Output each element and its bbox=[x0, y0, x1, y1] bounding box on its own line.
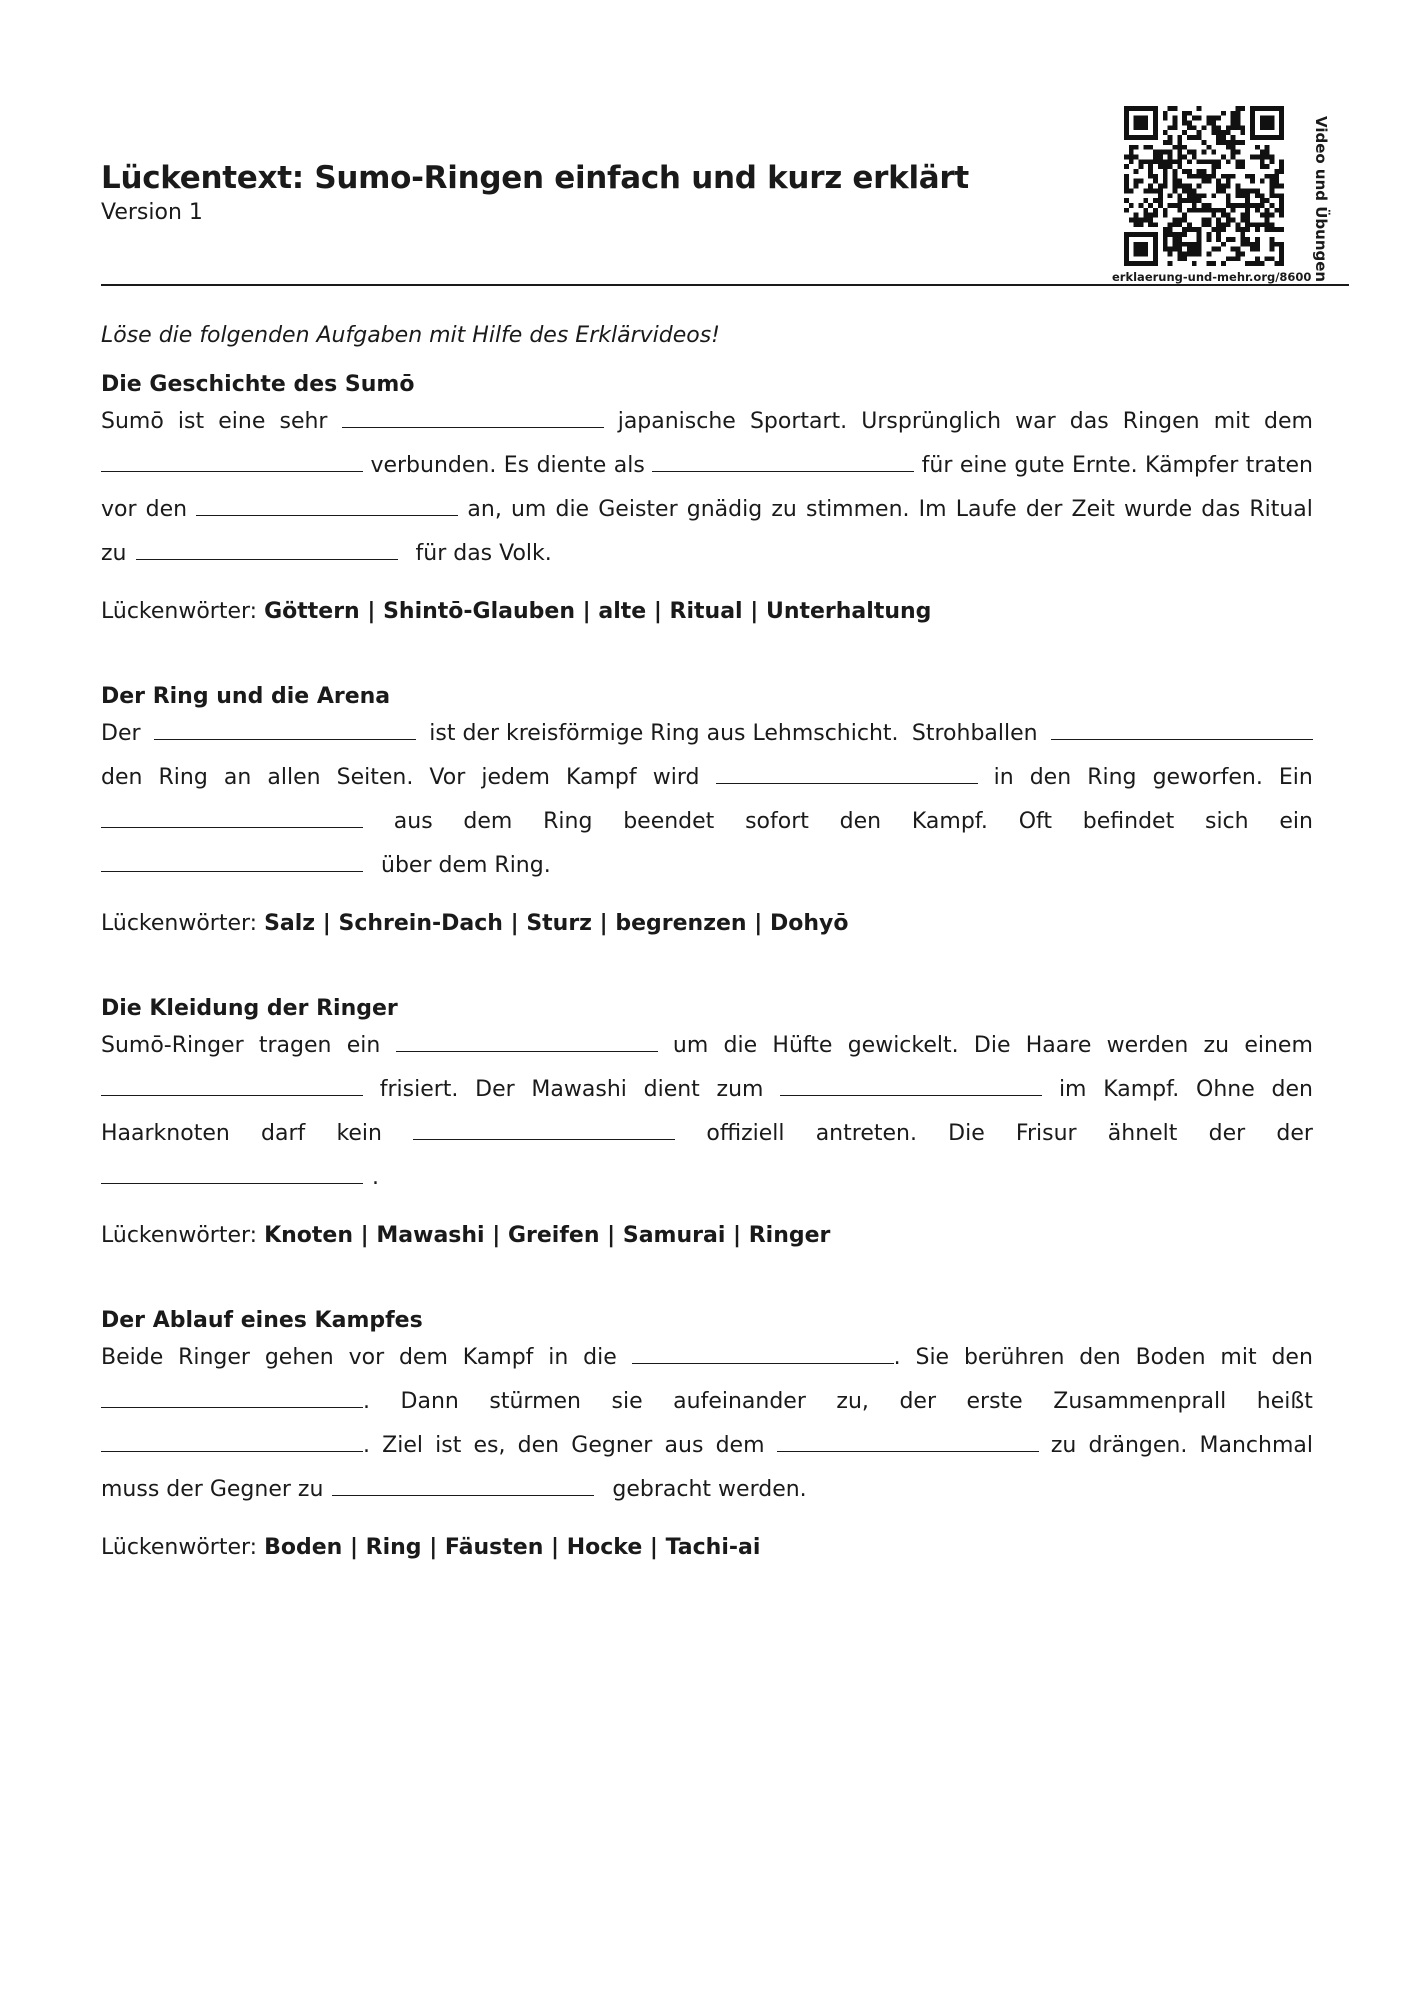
word-bank-item: Salz bbox=[264, 911, 316, 936]
text-token: Gegner bbox=[571, 1433, 653, 1458]
text-token: einem bbox=[1244, 1033, 1313, 1058]
text-token: mit bbox=[1220, 1345, 1257, 1370]
blank-field[interactable] bbox=[716, 763, 978, 784]
text-token: erste bbox=[966, 1389, 1023, 1414]
text-token: der bbox=[1276, 1121, 1313, 1146]
blank-wrapper: . bbox=[101, 1424, 370, 1468]
text-token: Laufe bbox=[955, 497, 1017, 522]
text-token: das bbox=[1201, 497, 1241, 522]
text-token: berühren bbox=[963, 1345, 1065, 1370]
text-token: der bbox=[1208, 1121, 1246, 1146]
blank-wrapper bbox=[777, 1424, 1039, 1468]
word-bank-item: Fäusten bbox=[444, 1535, 544, 1560]
word-bank-item: Hocke bbox=[566, 1535, 643, 1560]
blank-field[interactable] bbox=[632, 1343, 894, 1364]
text-token: japanische bbox=[617, 409, 736, 434]
text-token: drängen. bbox=[1088, 1433, 1188, 1458]
side-label: Video und Übungen bbox=[1312, 116, 1330, 283]
text-token: Geister bbox=[598, 497, 678, 522]
blank-field[interactable] bbox=[1051, 719, 1313, 740]
text-token: zu, bbox=[836, 1389, 869, 1414]
text-token: an, bbox=[467, 497, 502, 522]
text-token: für bbox=[921, 453, 953, 478]
cloze-paragraph bbox=[101, 1024, 1313, 1200]
page-title: Lückentext: Sumo-Ringen einfach und kurz erklärt bbox=[101, 160, 969, 196]
word-separator: | bbox=[543, 1535, 567, 1560]
text-token: den bbox=[1029, 765, 1072, 790]
blank-wrapper bbox=[154, 712, 416, 756]
word-bank-label: Lückenwörter: bbox=[101, 1535, 265, 1560]
text-token: ist bbox=[177, 409, 205, 434]
text-token: Sumō bbox=[101, 409, 164, 434]
text-token: zu bbox=[771, 497, 797, 522]
text-token: kein bbox=[336, 1121, 382, 1146]
exercise-section bbox=[101, 370, 1313, 624]
text-token: sie bbox=[611, 1389, 643, 1414]
exercise-section bbox=[101, 682, 1313, 936]
text-token: Ring bbox=[1087, 765, 1137, 790]
text-token: Kämpfer bbox=[1145, 453, 1239, 478]
text-token: heißt bbox=[1256, 1389, 1313, 1414]
text-token: Haarknoten bbox=[101, 1121, 230, 1146]
text-token: Kampf. bbox=[911, 809, 988, 834]
text-token: die bbox=[555, 497, 590, 522]
text-token: Kampf. bbox=[1103, 1077, 1180, 1102]
blank-field[interactable] bbox=[154, 719, 416, 740]
word-bank bbox=[101, 599, 1313, 624]
blank-field[interactable] bbox=[332, 1475, 594, 1496]
blank-field[interactable] bbox=[777, 1431, 1039, 1452]
text-token: Sumō-Ringer bbox=[101, 1033, 244, 1058]
text-token: war bbox=[1015, 409, 1056, 434]
word-bank-item: Greifen bbox=[507, 1223, 600, 1248]
text-token: Die bbox=[948, 1121, 985, 1146]
section-heading: Die Geschichte des Sumō bbox=[101, 372, 415, 397]
text-token: es, bbox=[473, 1433, 506, 1458]
word-bank bbox=[101, 1223, 1313, 1248]
text-token: Kampf bbox=[462, 1345, 534, 1370]
text-token: Ursprünglich bbox=[861, 409, 1002, 434]
text-token: Oft bbox=[1018, 809, 1053, 834]
text-token: über dem Ring. bbox=[381, 853, 551, 878]
text-token: stimmen. bbox=[805, 497, 910, 522]
text-token: geworfen. bbox=[1152, 765, 1263, 790]
blank-wrapper bbox=[716, 756, 978, 800]
word-bank bbox=[101, 911, 1313, 936]
text-token: das bbox=[1069, 409, 1109, 434]
word-separator: | bbox=[359, 599, 384, 624]
text-token: die bbox=[723, 1033, 758, 1058]
text-token: als bbox=[613, 453, 645, 478]
blank-wrapper: . bbox=[101, 1156, 379, 1200]
text-token: zum bbox=[716, 1077, 764, 1102]
text-token: Vor bbox=[429, 765, 466, 790]
text-token: diente bbox=[536, 453, 607, 478]
word-bank-item: Shintō-Glauben bbox=[383, 599, 575, 624]
blank-wrapper bbox=[101, 800, 363, 844]
text-token: dem bbox=[1263, 409, 1313, 434]
text-token: Boden bbox=[1135, 1345, 1206, 1370]
text-token: um bbox=[672, 1033, 709, 1058]
word-bank-item: Unterhaltung bbox=[765, 599, 932, 624]
text-token: der bbox=[1025, 497, 1063, 522]
blank-wrapper bbox=[652, 444, 914, 488]
blank-field[interactable] bbox=[101, 1387, 363, 1408]
text-token: in bbox=[548, 1345, 569, 1370]
text-token: ein bbox=[346, 1033, 381, 1058]
blank-wrapper bbox=[413, 1112, 675, 1156]
text-token: Ziel bbox=[382, 1433, 423, 1458]
qr-code[interactable] bbox=[1124, 106, 1284, 266]
text-token: ein bbox=[1279, 809, 1313, 834]
word-bank-item: Tachi-ai bbox=[665, 1535, 761, 1560]
text-token: Ernte. bbox=[1071, 453, 1138, 478]
text-token: muss der Gegner zu bbox=[101, 1477, 324, 1502]
text-token: ist bbox=[435, 1433, 462, 1458]
text-token: stürmen bbox=[489, 1389, 581, 1414]
word-separator: | bbox=[646, 599, 670, 624]
text-token: sofort bbox=[745, 809, 809, 834]
text-token: aus bbox=[393, 809, 433, 834]
text-token: aufeinander bbox=[673, 1389, 806, 1414]
text-token: Strohballen bbox=[911, 721, 1038, 746]
text-token: jedem bbox=[481, 765, 550, 790]
word-bank-label: Lückenwörter: bbox=[101, 911, 265, 936]
text-token: mit bbox=[1213, 409, 1250, 434]
text-token: zu bbox=[1203, 1033, 1230, 1058]
text-token: beendet bbox=[623, 809, 715, 834]
word-bank-item: Schrein-Dach bbox=[338, 911, 503, 936]
blank-wrapper bbox=[101, 444, 363, 488]
word-separator: | bbox=[421, 1535, 445, 1560]
exercise-section bbox=[101, 1306, 1313, 1560]
word-separator: | bbox=[592, 911, 616, 936]
blank-wrapper bbox=[101, 844, 372, 888]
blank-field[interactable] bbox=[342, 407, 604, 428]
word-bank-label: Lückenwörter: bbox=[101, 599, 265, 624]
word-separator: | bbox=[642, 1535, 666, 1560]
blank-field[interactable] bbox=[101, 1075, 363, 1096]
text-token: Manchmal bbox=[1199, 1433, 1313, 1458]
word-separator: | bbox=[575, 599, 599, 624]
word-bank-item: alte bbox=[598, 599, 647, 624]
text-token: Der bbox=[101, 721, 141, 746]
text-token: allen bbox=[267, 765, 321, 790]
blank-field[interactable] bbox=[396, 1031, 658, 1052]
text-token: gebracht werden. bbox=[612, 1477, 807, 1502]
text-token: den bbox=[1271, 1077, 1313, 1102]
text-token: ist der kreisförmige Ring aus Lehmschicht. bbox=[429, 721, 899, 746]
text-token: im bbox=[1058, 1077, 1087, 1102]
text-token: Sie bbox=[915, 1345, 950, 1370]
word-separator: | bbox=[315, 911, 339, 936]
text-token: offiziell bbox=[706, 1121, 785, 1146]
word-separator: | bbox=[484, 1223, 508, 1248]
text-token: antreten. bbox=[815, 1121, 917, 1146]
text-token: Sportart. bbox=[749, 409, 848, 434]
text-token: vor bbox=[348, 1345, 385, 1370]
word-bank-item: Knoten bbox=[264, 1223, 354, 1248]
word-bank-item: begrenzen bbox=[615, 911, 747, 936]
text-token: Die bbox=[973, 1033, 1011, 1058]
word-bank-item: Ritual bbox=[669, 599, 743, 624]
text-token: zu bbox=[1050, 1433, 1077, 1458]
text-token: an bbox=[223, 765, 252, 790]
text-token: zu bbox=[101, 541, 127, 566]
text-token: aus bbox=[664, 1433, 704, 1458]
text-token: Beide bbox=[101, 1345, 164, 1370]
text-token: Mawashi bbox=[531, 1077, 627, 1102]
text-token: Ritual bbox=[1249, 497, 1313, 522]
word-separator: | bbox=[746, 911, 770, 936]
text-token: den bbox=[1079, 1345, 1121, 1370]
text-token: sehr bbox=[279, 409, 328, 434]
word-bank-item: Boden bbox=[264, 1535, 343, 1560]
version-label: Version 1 bbox=[101, 200, 203, 225]
text-token: den bbox=[145, 497, 188, 522]
word-separator: | bbox=[725, 1223, 749, 1248]
blank-field[interactable] bbox=[136, 539, 398, 560]
blank-wrapper bbox=[196, 488, 458, 532]
text-token: gehen bbox=[264, 1345, 334, 1370]
word-bank bbox=[101, 1535, 1313, 1560]
blank-field[interactable] bbox=[780, 1075, 1042, 1096]
text-token: für das Volk. bbox=[415, 541, 552, 566]
text-token: Ohne bbox=[1196, 1077, 1255, 1102]
text-token: die bbox=[583, 1345, 617, 1370]
text-token: wurde bbox=[1124, 497, 1193, 522]
text-token: den bbox=[517, 1433, 560, 1458]
text-token: dem bbox=[715, 1433, 765, 1458]
blank-field[interactable] bbox=[101, 1431, 363, 1452]
section-heading: Der Ablauf eines Kampfes bbox=[101, 1308, 423, 1333]
text-token: gnädig bbox=[686, 497, 763, 522]
word-bank-item: Ringer bbox=[748, 1223, 831, 1248]
text-token: Es bbox=[503, 453, 530, 478]
text-token: dem bbox=[463, 809, 513, 834]
text-token: gewickelt. bbox=[847, 1033, 959, 1058]
blank-field[interactable] bbox=[413, 1119, 675, 1140]
text-token: Seiten. bbox=[336, 765, 414, 790]
qr-url-link[interactable]: erklaerung-und-mehr.org/8600 bbox=[1112, 270, 1312, 284]
section-heading: Die Kleidung der Ringer bbox=[101, 996, 398, 1021]
cloze-paragraph bbox=[101, 400, 1313, 576]
text-token: tragen bbox=[258, 1033, 332, 1058]
word-bank-label: Lückenwörter: bbox=[101, 1223, 265, 1248]
text-token: um bbox=[510, 497, 547, 522]
blank-wrapper bbox=[396, 1024, 658, 1068]
word-bank-item: Samurai bbox=[622, 1223, 726, 1248]
blank-field[interactable] bbox=[652, 451, 914, 472]
blank-wrapper bbox=[780, 1068, 1042, 1112]
word-separator: | bbox=[599, 1223, 623, 1248]
text-token: wird bbox=[652, 765, 700, 790]
text-token: Haare bbox=[1025, 1033, 1092, 1058]
text-token: befindet bbox=[1082, 809, 1175, 834]
text-token: eine bbox=[218, 409, 266, 434]
text-token: verbunden. bbox=[370, 453, 497, 478]
word-separator: | bbox=[353, 1223, 377, 1248]
text-token: Zusammenprall bbox=[1053, 1389, 1227, 1414]
header-divider bbox=[101, 284, 1349, 286]
text-token: dient bbox=[643, 1077, 700, 1102]
word-separator: | bbox=[342, 1535, 366, 1560]
text-token: Ring bbox=[158, 765, 208, 790]
word-separator: | bbox=[502, 911, 527, 936]
text-token: frisiert. bbox=[379, 1077, 459, 1102]
text-token: Kampf bbox=[565, 765, 637, 790]
text-token: Ringen bbox=[1122, 409, 1200, 434]
text-token: Ringer bbox=[178, 1345, 250, 1370]
text-token: der bbox=[899, 1389, 936, 1414]
text-token: Im bbox=[918, 497, 947, 522]
text-token: gute bbox=[1014, 453, 1065, 478]
exercise-section bbox=[101, 994, 1313, 1248]
word-bank-item: Ring bbox=[365, 1535, 422, 1560]
word-bank-item: Dohyō bbox=[769, 911, 849, 936]
text-token: Zeit bbox=[1071, 497, 1115, 522]
text-token: den bbox=[1271, 1345, 1313, 1370]
word-bank-item: Sturz bbox=[526, 911, 592, 936]
word-separator: | bbox=[742, 599, 766, 624]
blank-field[interactable] bbox=[101, 1163, 363, 1184]
text-token: den bbox=[101, 765, 143, 790]
text-token: in bbox=[993, 765, 1014, 790]
text-token: Dann bbox=[400, 1389, 459, 1414]
text-token: sich bbox=[1204, 809, 1249, 834]
blank-wrapper bbox=[136, 532, 407, 576]
word-bank-item: Mawashi bbox=[376, 1223, 485, 1248]
blank-wrapper bbox=[1051, 712, 1313, 756]
blank-field[interactable] bbox=[101, 807, 363, 828]
text-token: eine bbox=[959, 453, 1007, 478]
cloze-paragraph bbox=[101, 712, 1313, 888]
text-token: ähnelt bbox=[1107, 1121, 1178, 1146]
text-token: Hüfte bbox=[772, 1033, 833, 1058]
text-token: vor bbox=[101, 497, 137, 522]
instruction-text: Löse die folgenden Aufgaben mit Hilfe des Erklärvideos! bbox=[101, 323, 720, 348]
text-token: Der bbox=[475, 1077, 515, 1102]
word-bank-item: Göttern bbox=[264, 599, 360, 624]
blank-wrapper bbox=[101, 1068, 363, 1112]
section-heading: Der Ring und die Arena bbox=[101, 684, 391, 709]
text-token: Frisur bbox=[1015, 1121, 1077, 1146]
blank-wrapper bbox=[332, 1468, 603, 1512]
blank-field[interactable] bbox=[101, 851, 363, 872]
text-token: Ein bbox=[1278, 765, 1313, 790]
text-token: traten bbox=[1245, 453, 1313, 478]
text-token: dem bbox=[398, 1345, 448, 1370]
blank-wrapper: . bbox=[101, 1380, 370, 1424]
blank-wrapper: . bbox=[632, 1336, 901, 1380]
text-token: den bbox=[839, 809, 882, 834]
text-token: Ring bbox=[543, 809, 593, 834]
blank-field[interactable] bbox=[101, 451, 363, 472]
cloze-paragraph bbox=[101, 1336, 1313, 1512]
blank-wrapper bbox=[342, 400, 604, 444]
blank-field[interactable] bbox=[196, 495, 458, 516]
text-token: darf bbox=[261, 1121, 306, 1146]
text-token: werden bbox=[1106, 1033, 1189, 1058]
